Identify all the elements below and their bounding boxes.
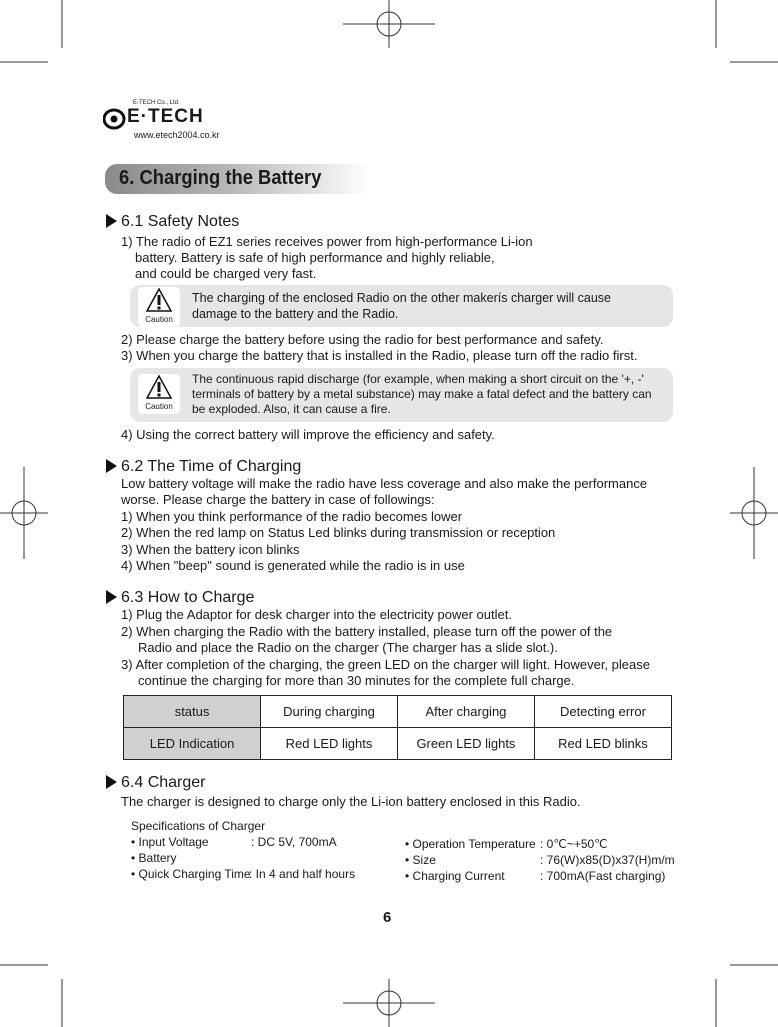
caution-label: Caution bbox=[145, 402, 173, 411]
table-cell: After charging bbox=[397, 696, 534, 728]
table-cell: Red LED lights bbox=[261, 728, 398, 760]
s61-item3: 3) When you charge the battery that is installed in the Radio, please turn off the radio first. bbox=[121, 348, 638, 363]
company-name: E-TECH Co., Ltd. bbox=[133, 100, 180, 106]
s62-item1: 1) When you think performance of the radio becomes lower bbox=[121, 509, 463, 524]
spec-right-value: : 700mA(Fast charging) bbox=[540, 869, 666, 883]
caution2-line2: terminals of battery by a metal substance) may make a fatal defect and the battery can bbox=[192, 387, 652, 401]
spec-left-value: : In 4 and half hours bbox=[249, 867, 356, 881]
company-url: www.etech2004.co.kr bbox=[134, 130, 220, 140]
warning-icon bbox=[146, 288, 172, 312]
heading-6-3: 6.3 How to Charge bbox=[121, 589, 255, 606]
caution1-line2: damage to the battery and the Radio. bbox=[192, 307, 399, 321]
table-cell: Detecting error bbox=[534, 696, 671, 728]
s64-intro: The charger is designed to charge only the Li-ion battery enclosed in this Radio. bbox=[121, 794, 581, 809]
heading-6-4: 6.4 Charger bbox=[121, 774, 206, 791]
spec-title: Specifications of Charger bbox=[131, 819, 266, 833]
caution2-line3: be exploded. Also, it can cause a fire. bbox=[192, 402, 391, 416]
warning-icon bbox=[146, 375, 172, 399]
table-cell: status bbox=[124, 696, 261, 728]
s62-item4: 4) When "beep" sound is generated while the radio is in use bbox=[121, 558, 465, 573]
s61-item4: 4) Using the correct battery will improve the efficiency and safety. bbox=[121, 427, 495, 442]
caution-box-2 bbox=[130, 368, 673, 422]
heading-6-1: 6.1 Safety Notes bbox=[121, 213, 240, 230]
led-status-table bbox=[123, 695, 672, 760]
s63-line5: continue the charging for more than 30 minutes for the complete full charge. bbox=[138, 673, 575, 688]
s61-item1-line3: and could be charged very fast. bbox=[135, 266, 317, 281]
bullet-triangle-icon bbox=[106, 590, 117, 604]
table-header-row bbox=[124, 696, 672, 728]
table-cell: LED Indication bbox=[124, 728, 261, 760]
table-cell: During charging bbox=[261, 696, 398, 728]
s63-line4: 3) After completion of the charging, the green LED on the charger will light. However, please bbox=[121, 657, 650, 672]
caution1-line1: The charging of the enclosed Radio on the other makerís charger will cause bbox=[192, 291, 611, 305]
etech-logo-icon bbox=[103, 108, 129, 130]
company-logo bbox=[103, 100, 243, 142]
spec-right-value: : 76(W)x85(D)x37(H)m/m bbox=[540, 853, 675, 867]
caution2-line1: The continuous rapid discharge (for example, when making a short circuit on the '+, -' bbox=[192, 372, 644, 386]
s61-item1-line1: 1) The radio of EZ1 series receives power from high-performance Li-ion bbox=[121, 234, 533, 249]
spec-left-label: • Quick Charging Time bbox=[131, 867, 251, 881]
table-cell: Green LED lights bbox=[397, 728, 534, 760]
table-cell: Red LED blinks bbox=[534, 728, 671, 760]
s63-line3: Radio and place the Radio on the charger (The charger has a slide slot.). bbox=[138, 640, 558, 655]
page-number: 6 bbox=[383, 909, 392, 926]
spec-left-label: • Battery bbox=[131, 851, 177, 865]
s62-intro-line2: worse. Please charge the battery in case of followings: bbox=[121, 492, 435, 507]
caution-label: Caution bbox=[145, 315, 173, 324]
spec-right-label: • Operation Temperature bbox=[405, 837, 536, 851]
caution-icon-box bbox=[138, 374, 180, 414]
spec-right-label: • Size bbox=[405, 853, 436, 867]
bullet-triangle-icon bbox=[106, 459, 117, 473]
section-title-bar bbox=[105, 164, 370, 194]
bullet-triangle-icon bbox=[106, 214, 117, 228]
brand-name: E·TECH bbox=[127, 106, 204, 127]
section-title: 6. Charging the Battery bbox=[119, 167, 322, 189]
s63-line1: 1) Plug the Adaptor for desk charger into the electricity power outlet. bbox=[121, 607, 512, 622]
caution-box-1 bbox=[130, 285, 673, 327]
s62-item3: 3) When the battery icon blinks bbox=[121, 542, 300, 557]
s63-line2: 2) When charging the Radio with the battery installed, please turn off the power of the bbox=[121, 624, 613, 639]
table-row bbox=[124, 728, 672, 760]
heading-6-2: 6.2 The Time of Charging bbox=[121, 458, 302, 475]
spec-right-label: • Charging Current bbox=[405, 869, 505, 883]
s62-item2: 2) When the red lamp on Status Led blinks during transmission or reception bbox=[121, 525, 556, 540]
spec-left-value: : DC 5V, 700mA bbox=[251, 835, 337, 849]
bullet-triangle-icon bbox=[106, 775, 117, 789]
caution-icon-box bbox=[138, 287, 180, 327]
s61-item1-line2: battery. Battery is safe of high performance and highly reliable, bbox=[135, 250, 495, 265]
spec-left-label: • Input Voltage bbox=[131, 835, 209, 849]
s61-item2: 2) Please charge the battery before using the radio for best performance and safety. bbox=[121, 332, 604, 347]
s62-intro-line1: Low battery voltage will make the radio have less coverage and also make the performance bbox=[121, 476, 648, 491]
spec-right-value: : 0℃~+50℃ bbox=[540, 837, 608, 851]
